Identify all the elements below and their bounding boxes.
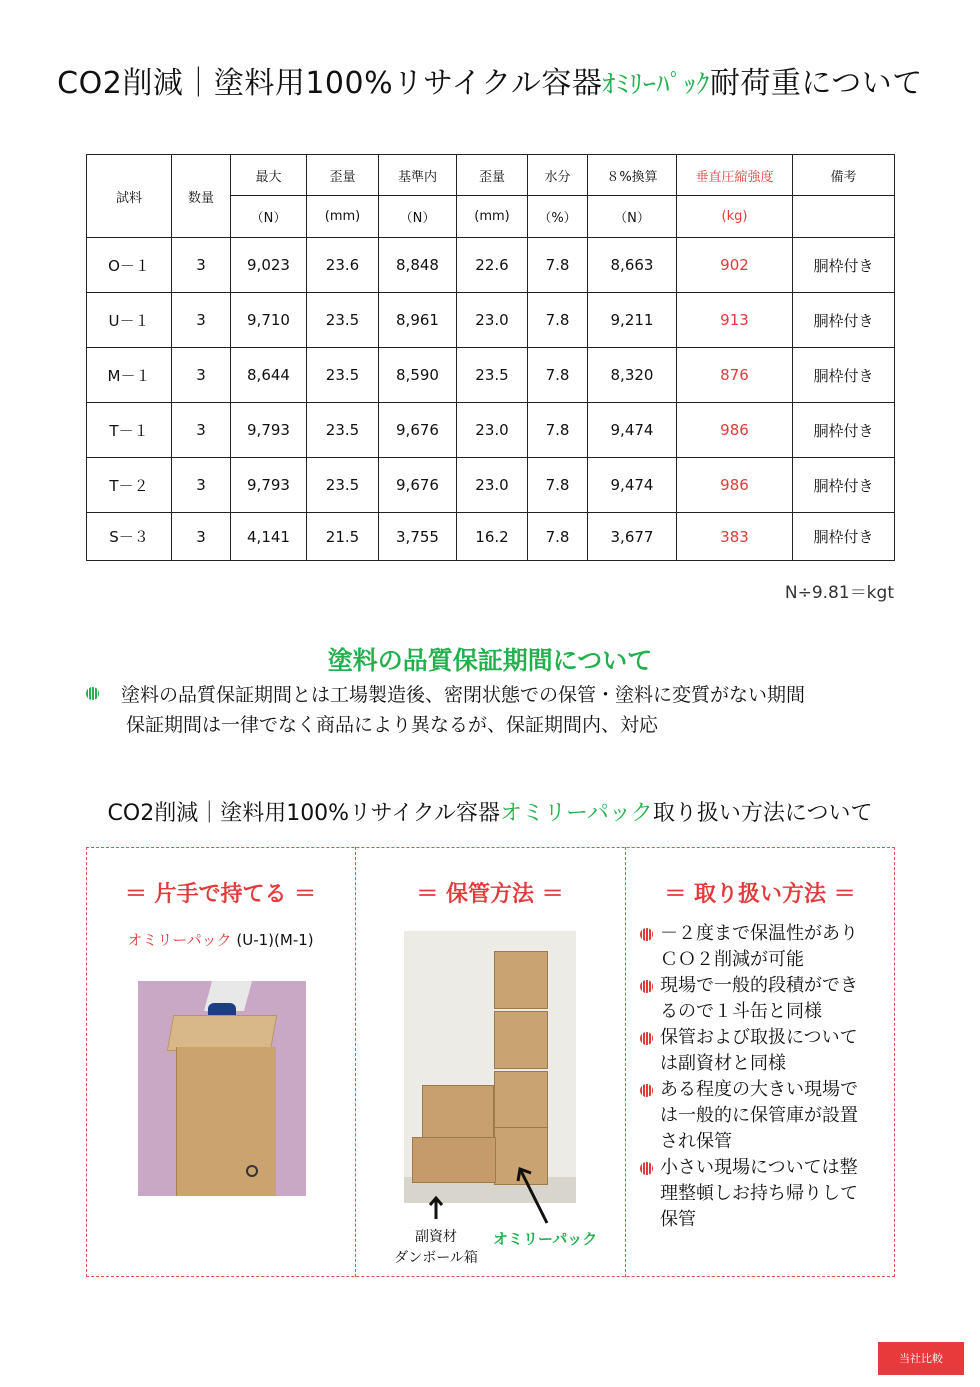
storage-photo	[404, 931, 576, 1203]
cell-moisture: 7.8	[528, 403, 588, 458]
cell-strain1: 21.5	[307, 513, 379, 561]
cell-conv: 9,211	[588, 293, 677, 348]
red-bullet-icon	[640, 1032, 653, 1045]
header-max: 最大	[231, 155, 307, 196]
column-divider	[355, 847, 356, 1277]
table-row	[87, 513, 895, 561]
box-front-shape	[176, 1047, 276, 1196]
list-item-text: －２度まで保温性があり ＣＯ２削減が可能	[660, 923, 858, 970]
page-title	[0, 58, 980, 102]
cell-strain2: 23.0	[457, 293, 528, 348]
unit-strength: (kg)	[677, 196, 793, 238]
title-brand: ｵﾐﾘｰﾊﾟｯｸ	[602, 70, 710, 100]
quality-line-2: 保証期間は一律でなく商品により異なるが、保証期間内、対応	[126, 714, 659, 736]
product-brand: オミリーパック	[127, 931, 232, 949]
cell-remarks: 胴枠付き	[793, 513, 895, 561]
cell-ref: 9,676	[379, 458, 457, 513]
table-row	[87, 403, 895, 458]
cell-remarks: 胴枠付き	[793, 238, 895, 293]
cell-count: 3	[172, 513, 231, 561]
product-label	[86, 929, 355, 950]
list-item-text: ある程度の大きい現場で は一般的に保管庫が設置 され保管	[660, 1079, 858, 1152]
unit-moisture: （%）	[528, 196, 588, 238]
title-part2: 耐荷重について	[709, 66, 923, 101]
arrow-up-icon	[428, 1195, 444, 1221]
caption-omilypack: オミリーパック	[493, 1230, 598, 1248]
red-bullet-icon	[640, 928, 653, 941]
stacked-box	[494, 1011, 548, 1069]
header-strength: 垂直圧縮強度	[677, 155, 793, 196]
cell-max: 9,023	[231, 238, 307, 293]
red-bullet-icon	[640, 1162, 653, 1175]
list-item-text: 小さい現場については整 理整頓しお持ち帰りして 保管	[660, 1157, 858, 1230]
one-hand-carry-photo	[138, 981, 306, 1196]
unit-conv: （N）	[588, 196, 677, 238]
cell-sample: M－１	[87, 348, 172, 403]
box-top-shape	[167, 1015, 277, 1051]
column-divider	[625, 847, 626, 1277]
cell-ref: 8,848	[379, 238, 457, 293]
cell-ref: 3,755	[379, 513, 457, 561]
cell-strain2: 22.6	[457, 238, 528, 293]
cell-sample: O－１	[87, 238, 172, 293]
caption-cardboard-line2: ダンボール箱	[394, 1250, 478, 1266]
cell-strain1: 23.5	[307, 458, 379, 513]
header-remarks: 備考	[793, 155, 895, 196]
cell-strain2: 23.0	[457, 403, 528, 458]
cell-conv: 9,474	[588, 458, 677, 513]
recycle-mark-icon	[246, 1165, 258, 1177]
caption-cardboard-line1: 副資材	[415, 1229, 457, 1245]
cell-sample: T－１	[87, 403, 172, 458]
cell-strain2: 23.5	[457, 348, 528, 403]
col2-title: ＝ 保管方法 ＝	[416, 882, 564, 907]
cell-conv: 9,474	[588, 403, 677, 458]
conversion-note: N÷9.81＝kgt	[784, 583, 894, 603]
cell-conv: 8,320	[588, 348, 677, 403]
quality-line-1-text: 塗料の品質保証期間とは工場製造後、密閉状態での保管・塗料に変質がない期間	[121, 684, 806, 706]
cell-count: 3	[172, 348, 231, 403]
list-item-text: 保管および取扱について は副資材と同様	[660, 1027, 858, 1074]
stacked-box	[494, 1071, 548, 1129]
cell-strength: 383	[677, 513, 793, 561]
cell-moisture: 7.8	[528, 238, 588, 293]
header-sample: 試料	[87, 155, 172, 238]
header-strain1: 歪量	[307, 155, 379, 196]
title-part1: CO2削減｜塗料用100%リサイクル容器	[57, 66, 603, 101]
cell-strain1: 23.6	[307, 238, 379, 293]
product-model: (U-1)(M-1)	[231, 931, 314, 949]
cell-moisture: 7.8	[528, 348, 588, 403]
cell-ref: 9,676	[379, 403, 457, 458]
handling-list	[640, 921, 880, 1233]
list-item	[640, 1025, 880, 1077]
cell-sample: T－２	[87, 458, 172, 513]
list-item	[640, 973, 880, 1025]
handling-title-brand: オミリーパック	[500, 801, 653, 826]
col1-title: ＝ 片手で持てる ＝	[124, 882, 317, 907]
col3-title: ＝ 取り扱い方法 ＝	[664, 882, 856, 907]
cell-moisture: 7.8	[528, 513, 588, 561]
header-moisture: 水分	[528, 155, 588, 196]
cell-strain1: 23.5	[307, 293, 379, 348]
cardboard-box	[412, 1137, 496, 1183]
table-header-row	[87, 155, 895, 196]
cell-remarks: 胴枠付き	[793, 403, 895, 458]
cell-strain1: 23.5	[307, 348, 379, 403]
quality-section-title: 塗料の品質保証期間について	[327, 646, 653, 675]
cell-count: 3	[172, 403, 231, 458]
cell-strength: 986	[677, 458, 793, 513]
cell-max: 8,644	[231, 348, 307, 403]
load-test-table	[86, 154, 895, 561]
cardboard-box	[422, 1085, 494, 1139]
list-item	[640, 1077, 880, 1155]
cell-strength: 876	[677, 348, 793, 403]
header-count: 数量	[172, 155, 231, 238]
handling-title-part1: CO2削減｜塗料用100%リサイクル容器	[107, 801, 501, 826]
table-row	[87, 238, 895, 293]
unit-strain2: (mm)	[457, 196, 528, 238]
cell-max: 4,141	[231, 513, 307, 561]
cell-strength: 986	[677, 403, 793, 458]
cell-remarks: 胴枠付き	[793, 458, 895, 513]
cell-strength: 913	[677, 293, 793, 348]
cell-sample: S－３	[87, 513, 172, 561]
arrow-diagonal-icon	[515, 1165, 551, 1225]
cell-ref: 8,961	[379, 293, 457, 348]
cell-strain1: 23.5	[307, 403, 379, 458]
cell-max: 9,793	[231, 403, 307, 458]
stacked-box	[494, 951, 548, 1009]
header-conv: ８%換算	[588, 155, 677, 196]
header-strain2: 歪量	[457, 155, 528, 196]
handling-section-title	[0, 796, 980, 827]
cell-moisture: 7.8	[528, 458, 588, 513]
cell-remarks: 胴枠付き	[793, 348, 895, 403]
cell-strain2: 23.0	[457, 458, 528, 513]
unit-remarks	[793, 196, 895, 238]
quality-line-1	[86, 680, 805, 707]
green-bullet-icon	[86, 687, 99, 700]
unit-ref: （N）	[379, 196, 457, 238]
list-item	[640, 1155, 880, 1233]
unit-max: （N）	[231, 196, 307, 238]
comparison-badge: 当社比較	[878, 1342, 964, 1375]
unit-strain1: (mm)	[307, 196, 379, 238]
cell-max: 9,710	[231, 293, 307, 348]
table-row	[87, 293, 895, 348]
caption-cardboard	[380, 1227, 492, 1269]
list-item-text: 現場で一般的段積ができ るので１斗缶と同様	[660, 975, 858, 1022]
cell-conv: 8,663	[588, 238, 677, 293]
cell-strength: 902	[677, 238, 793, 293]
cell-sample: U－１	[87, 293, 172, 348]
cell-moisture: 7.8	[528, 293, 588, 348]
cell-ref: 8,590	[379, 348, 457, 403]
table-row	[87, 348, 895, 403]
cell-strain2: 16.2	[457, 513, 528, 561]
cell-count: 3	[172, 238, 231, 293]
cell-remarks: 胴枠付き	[793, 293, 895, 348]
handling-title-part2: 取り扱い方法について	[652, 801, 873, 826]
table-row	[87, 458, 895, 513]
red-bullet-icon	[640, 980, 653, 993]
cell-count: 3	[172, 458, 231, 513]
cell-max: 9,793	[231, 458, 307, 513]
red-bullet-icon	[640, 1084, 653, 1097]
cell-count: 3	[172, 293, 231, 348]
list-item	[640, 921, 880, 973]
header-ref: 基準内	[379, 155, 457, 196]
cell-conv: 3,677	[588, 513, 677, 561]
